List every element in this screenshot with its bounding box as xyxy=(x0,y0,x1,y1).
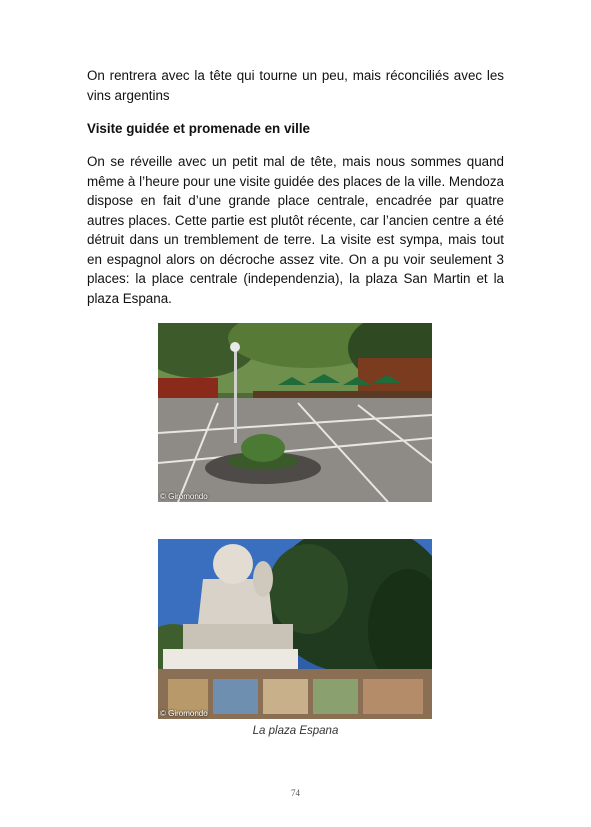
plaza-espana-photo xyxy=(158,539,432,719)
photo-credit: © Giromondo xyxy=(160,492,208,501)
photo-caption: La plaza Espana xyxy=(252,725,339,737)
page-number: 74 xyxy=(291,788,300,798)
plaza-photo xyxy=(158,323,432,502)
intro-paragraph: On rentrera avec la tête qui tourne un peu, mais réconciliés avec les vins argentins xyxy=(87,68,504,103)
visit-paragraph: On se réveille avec un petit mal de tête, mais nous sommes quand même à l’heure pour une visite guidée des places de la ville. Mendoza dispose en fait d’une grande place centrale, encadrée par quatre autres places. Cette partie est plutôt récente, car l’ancien centre a été détruit dans un tremblement de terre. La visite est sympa, mais tout en espagnol alors on décroche assez vite. On a pu voir seulement 3 places: la place centrale (independenzia), la plaza San Martin et la plaza Espana. xyxy=(87,154,504,306)
section-heading: Visite guidée et promenade en ville xyxy=(87,121,311,136)
photo-credit: © Giromondo xyxy=(160,709,208,718)
